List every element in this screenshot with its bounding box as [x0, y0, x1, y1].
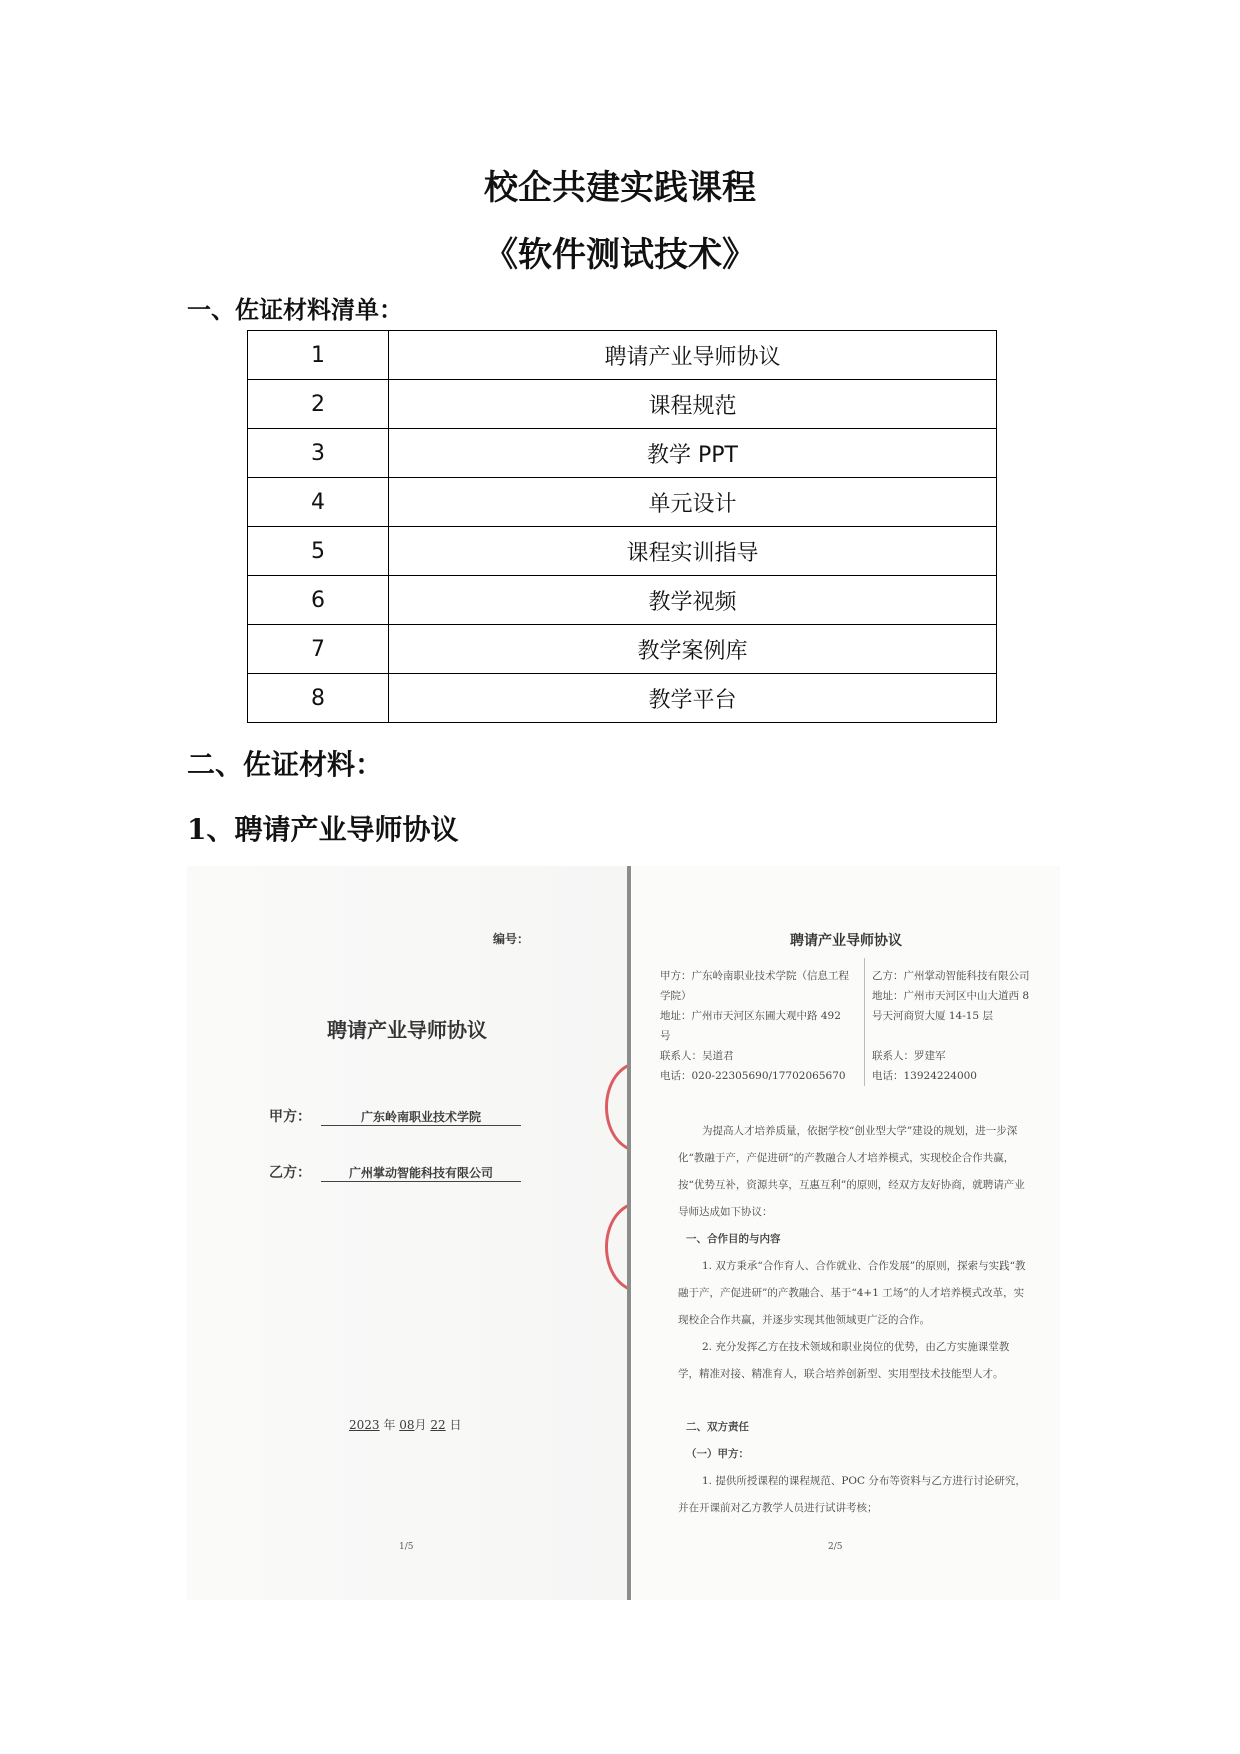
party-a-value: 广东岭南职业技术学院	[321, 1108, 521, 1126]
section-heading: 二、双方责任	[686, 1421, 749, 1433]
date-day-unit: 日	[449, 1418, 462, 1432]
party-a-name-cont: 学院）	[660, 990, 692, 1002]
date-month: 08	[399, 1418, 415, 1432]
row-item: 聘请产业导师协议	[389, 331, 997, 380]
party-a-line	[269, 1106, 521, 1126]
table-row	[248, 478, 997, 527]
row-number: 2	[248, 380, 389, 429]
agreement-title: 聘请产业导师协议	[790, 933, 902, 949]
party-b-address: 地址：广州市天河区中山大道西 8	[872, 990, 1030, 1002]
party-b-phone: 电话：13924224000	[872, 1070, 977, 1082]
row-item: 单元设计	[389, 478, 997, 527]
row-number: 1	[248, 331, 389, 380]
agreement-body	[678, 1118, 1028, 1522]
section-heading: 一、合作目的与内容	[686, 1233, 781, 1245]
party-b-info	[872, 966, 1052, 1086]
paragraph: 为提高人才培养质量，依据学校“创业型大学”建设的规划，进一步深化“教融于产，产促进研”的产教融合人才培养模式，实现校企合作共赢，按“优势互补，资源共享，互惠互利”的原则，经双方友好协商，就聘请产业导师达成如下协议：	[678, 1125, 1025, 1218]
paragraph: 2. 充分发挥乙方在技术领域和职业岗位的优势，由乙方实施课堂教学，精准对接、精准育人，联合培养创新型、实用型技术技能型人才。	[678, 1341, 1010, 1380]
table-row	[248, 625, 997, 674]
document-title: 校企共建实践课程	[484, 168, 756, 208]
table-row	[248, 380, 997, 429]
date-year: 2023	[349, 1418, 380, 1432]
party-b-label: 乙方：	[269, 1165, 311, 1181]
row-item: 教学平台	[389, 674, 997, 723]
row-item: 教学案例库	[389, 625, 997, 674]
table-row	[248, 429, 997, 478]
row-item: 课程规范	[389, 380, 997, 429]
date-month-unit: 月	[414, 1418, 427, 1432]
party-a-contact: 联系人：吴道君	[660, 1050, 734, 1062]
paragraph: 1. 双方秉承“合作育人、合作就业、合作发展”的原则，探索与实践“教融于产，产促进研”的产教融合、基于“4+1 工场”的人才培养模式改革，实现校企合作共赢，并逐步实现其他领域更广泛的合作。	[678, 1260, 1026, 1326]
row-number: 8	[248, 674, 389, 723]
row-number: 7	[248, 625, 389, 674]
row-item: 课程实训指导	[389, 527, 997, 576]
table-row	[248, 576, 997, 625]
table-row	[248, 527, 997, 576]
party-a-label: 甲方：	[269, 1109, 311, 1125]
info-divider	[864, 958, 865, 1086]
scan-page-cover	[187, 866, 627, 1600]
party-a-phone: 电话：020-22305690/17702065670	[660, 1070, 846, 1082]
material-item-heading: 1、聘请产业导师协议	[187, 813, 459, 846]
row-number: 4	[248, 478, 389, 527]
paragraph: 1. 提供所授课程的课程规范、POC 分布等资料与乙方进行讨论研究，并在开课前对乙方教学人员进行试讲考核；	[678, 1475, 1026, 1514]
page-number: 1/5	[399, 1542, 414, 1552]
party-a-info	[660, 966, 864, 1086]
party-a-address-cont: 号	[660, 1030, 671, 1042]
number-label: 编号：	[493, 932, 530, 946]
scan-page-agreement	[632, 866, 1060, 1600]
party-b-address-cont: 号天河商贸大厦 14-15 层	[872, 1010, 993, 1022]
party-b-contact: 联系人：罗建军	[872, 1050, 946, 1062]
row-number: 5	[248, 527, 389, 576]
materials-heading: 二、佐证材料：	[187, 748, 384, 781]
party-b-name: 乙方：广州掌动智能科技有限公司	[872, 970, 1030, 982]
row-item: 教学 PPT	[389, 429, 997, 478]
party-a-address: 地址：广州市天河区东圃大观中路 492	[660, 1010, 841, 1022]
party-b-line	[269, 1162, 521, 1182]
page-divider	[627, 866, 631, 1600]
seal-stamp	[605, 1062, 627, 1152]
date-year-unit: 年	[383, 1418, 396, 1432]
signing-date	[349, 1416, 461, 1433]
course-title: 《软件测试技术》	[484, 235, 756, 275]
checklist-table	[247, 330, 997, 723]
row-number: 3	[248, 429, 389, 478]
row-number: 6	[248, 576, 389, 625]
row-item: 教学视频	[389, 576, 997, 625]
checklist-heading: 一、佐证材料清单：	[187, 295, 403, 324]
cover-title: 聘请产业导师协议	[327, 1018, 487, 1042]
table-row	[248, 674, 997, 723]
party-a-name: 甲方：广东岭南职业技术学院（信息工程	[660, 970, 849, 982]
seal-stamp	[605, 1202, 627, 1292]
sub-heading: （一）甲方：	[686, 1448, 749, 1460]
date-day: 22	[430, 1418, 446, 1432]
party-b-value: 广州掌动智能科技有限公司	[321, 1164, 521, 1182]
page-number: 2/5	[828, 1542, 843, 1552]
table-row	[248, 331, 997, 380]
